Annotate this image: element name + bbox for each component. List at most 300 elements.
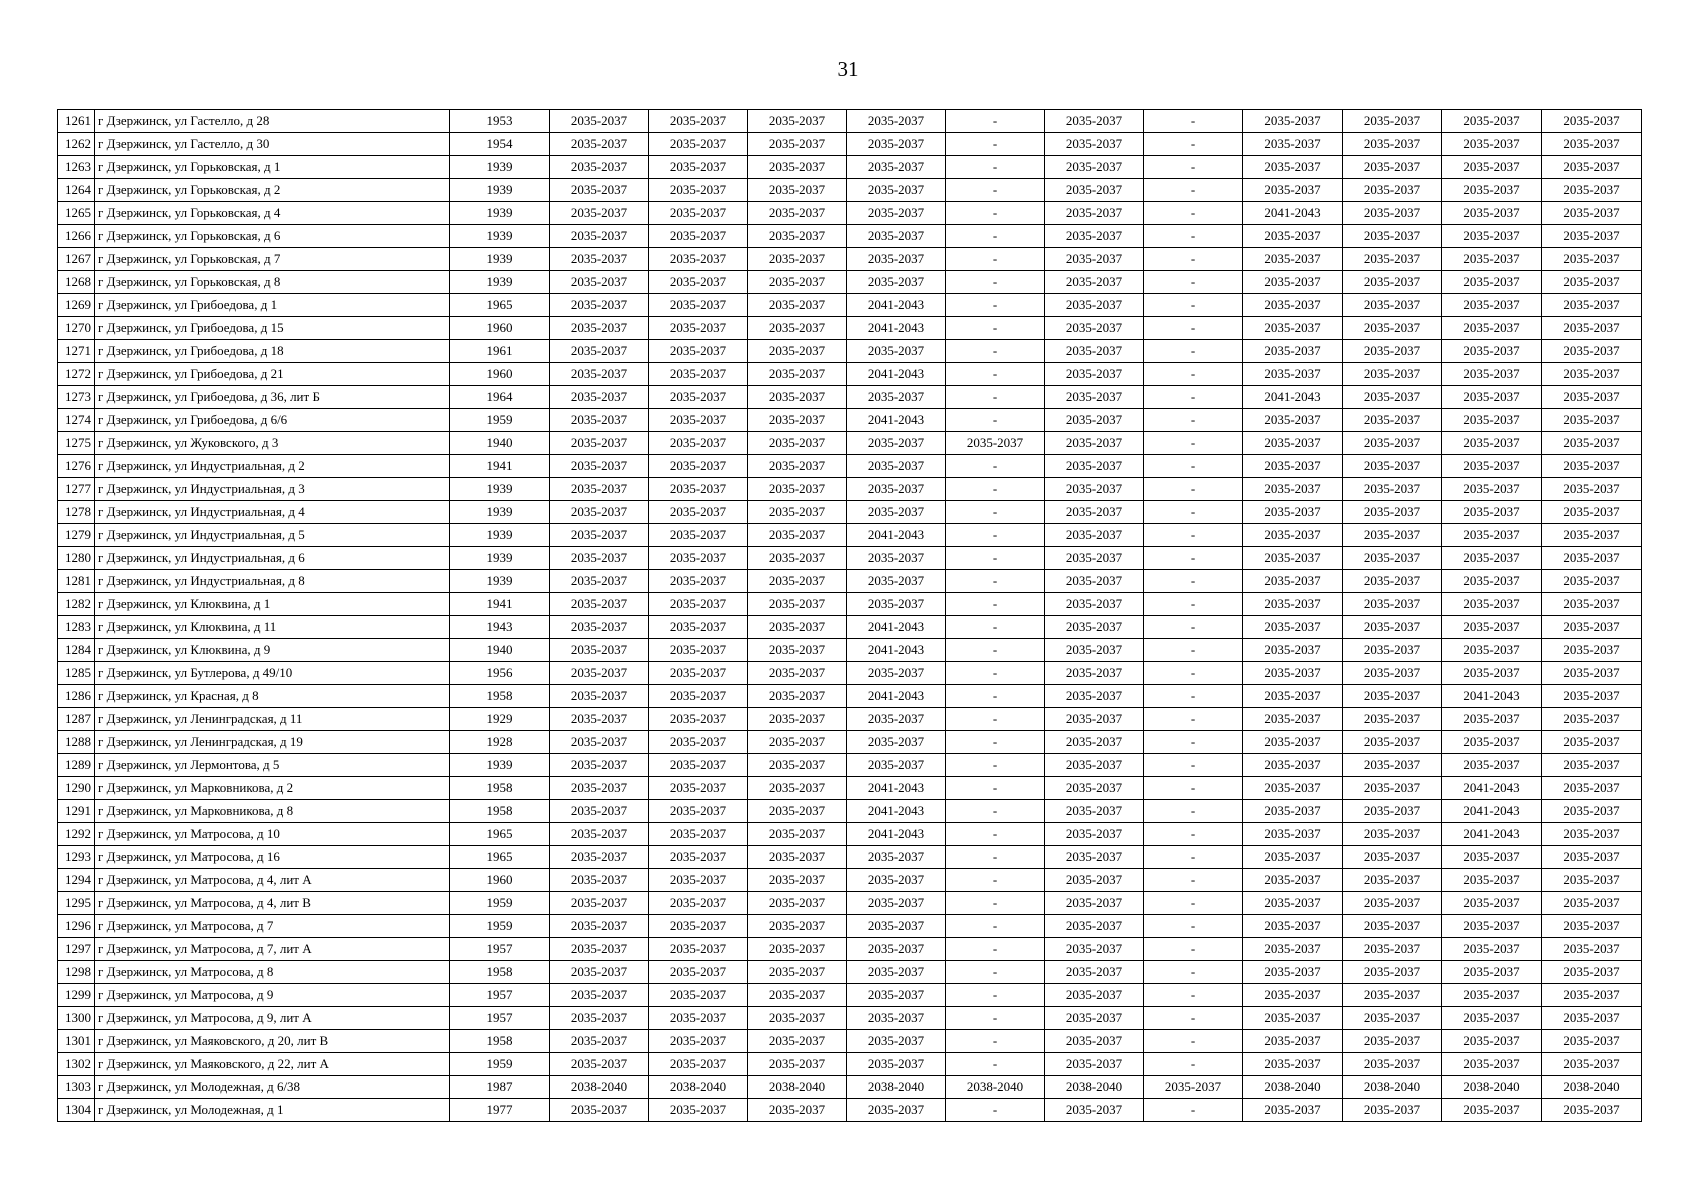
cell-period-col-11: 2035-2037	[1542, 961, 1642, 984]
cell-period-col-11: 2035-2037	[1542, 708, 1642, 731]
cell-period-col-4: 2041-2043	[847, 363, 946, 386]
cell-period-col-7: -	[1144, 800, 1243, 823]
cell-period-col-1: 2035-2037	[550, 754, 649, 777]
cell-period-col-6: 2035-2037	[1045, 570, 1144, 593]
cell-period-col-10: 2035-2037	[1442, 1030, 1542, 1053]
cell-address: г Дзержинск, ул Жуковского, д 3	[95, 432, 450, 455]
cell-period-col-1: 2035-2037	[550, 1053, 649, 1076]
cell-period-col-5: -	[946, 524, 1045, 547]
cell-period-col-3: 2035-2037	[748, 547, 847, 570]
cell-period-col-3: 2035-2037	[748, 731, 847, 754]
cell-period-col-8: 2035-2037	[1243, 432, 1343, 455]
cell-period-col-6: 2035-2037	[1045, 869, 1144, 892]
cell-period-col-11: 2035-2037	[1542, 202, 1642, 225]
cell-period-col-2: 2035-2037	[649, 593, 748, 616]
table-row	[58, 754, 1642, 777]
cell-period-col-6: 2035-2037	[1045, 731, 1144, 754]
cell-period-col-11: 2035-2037	[1542, 110, 1642, 133]
cell-period-col-11: 2035-2037	[1542, 271, 1642, 294]
table-row	[58, 363, 1642, 386]
cell-address: г Дзержинск, ул Матросова, д 7, лит А	[95, 938, 450, 961]
cell-period-col-11: 2035-2037	[1542, 179, 1642, 202]
cell-address: г Дзержинск, ул Лермонтова, д 5	[95, 754, 450, 777]
cell-period-col-2: 2035-2037	[649, 271, 748, 294]
cell-period-col-9: 2038-2040	[1343, 1076, 1442, 1099]
cell-row-number: 1261	[58, 110, 95, 133]
cell-period-col-4: 2035-2037	[847, 501, 946, 524]
cell-row-number: 1279	[58, 524, 95, 547]
page-number: 31	[837, 57, 859, 81]
cell-build-year: 1939	[450, 547, 550, 570]
table-row	[58, 271, 1642, 294]
cell-address: г Дзержинск, ул Ленинградская, д 11	[95, 708, 450, 731]
cell-period-col-10: 2035-2037	[1442, 363, 1542, 386]
cell-period-col-11: 2035-2037	[1542, 915, 1642, 938]
cell-period-col-8: 2035-2037	[1243, 800, 1343, 823]
cell-period-col-7: -	[1144, 524, 1243, 547]
cell-period-col-4: 2035-2037	[847, 662, 946, 685]
cell-period-col-9: 2035-2037	[1343, 639, 1442, 662]
cell-period-col-2: 2035-2037	[649, 938, 748, 961]
cell-period-col-6: 2038-2040	[1045, 1076, 1144, 1099]
cell-address: г Дзержинск, ул Грибоедова, д 1	[95, 294, 450, 317]
cell-period-col-10: 2035-2037	[1442, 1099, 1542, 1122]
cell-period-col-10: 2035-2037	[1442, 662, 1542, 685]
cell-period-col-6: 2035-2037	[1045, 133, 1144, 156]
table-row	[58, 869, 1642, 892]
cell-period-col-4: 2035-2037	[847, 754, 946, 777]
cell-build-year: 1987	[450, 1076, 550, 1099]
cell-row-number: 1278	[58, 501, 95, 524]
table-row	[58, 179, 1642, 202]
cell-period-col-1: 2035-2037	[550, 800, 649, 823]
cell-period-col-2: 2035-2037	[649, 225, 748, 248]
cell-row-number: 1265	[58, 202, 95, 225]
cell-period-col-4: 2035-2037	[847, 593, 946, 616]
cell-period-col-7: -	[1144, 501, 1243, 524]
cell-period-col-2: 2035-2037	[649, 1007, 748, 1030]
cell-period-col-10: 2035-2037	[1442, 570, 1542, 593]
cell-period-col-2: 2035-2037	[649, 731, 748, 754]
cell-period-col-10: 2035-2037	[1442, 869, 1542, 892]
cell-row-number: 1270	[58, 317, 95, 340]
cell-period-col-3: 2035-2037	[748, 708, 847, 731]
cell-period-col-7: -	[1144, 639, 1243, 662]
cell-period-col-3: 2035-2037	[748, 294, 847, 317]
table-row	[58, 317, 1642, 340]
cell-period-col-10: 2041-2043	[1442, 685, 1542, 708]
table-row	[58, 432, 1642, 455]
cell-period-col-4: 2041-2043	[847, 294, 946, 317]
cell-period-col-11: 2035-2037	[1542, 846, 1642, 869]
cell-period-col-8: 2035-2037	[1243, 685, 1343, 708]
cell-period-col-4: 2035-2037	[847, 869, 946, 892]
cell-period-col-11: 2035-2037	[1542, 547, 1642, 570]
cell-period-col-9: 2035-2037	[1343, 110, 1442, 133]
cell-period-col-8: 2035-2037	[1243, 731, 1343, 754]
cell-period-col-6: 2035-2037	[1045, 639, 1144, 662]
cell-period-col-4: 2035-2037	[847, 708, 946, 731]
cell-period-col-7: 2035-2037	[1144, 1076, 1243, 1099]
cell-period-col-3: 2035-2037	[748, 984, 847, 1007]
cell-period-col-10: 2035-2037	[1442, 133, 1542, 156]
cell-period-col-6: 2035-2037	[1045, 225, 1144, 248]
cell-build-year: 1959	[450, 409, 550, 432]
cell-build-year: 1958	[450, 1030, 550, 1053]
cell-period-col-8: 2035-2037	[1243, 938, 1343, 961]
cell-row-number: 1290	[58, 777, 95, 800]
cell-period-col-6: 2035-2037	[1045, 616, 1144, 639]
cell-build-year: 1965	[450, 294, 550, 317]
cell-address: г Дзержинск, ул Матросова, д 16	[95, 846, 450, 869]
cell-period-col-11: 2035-2037	[1542, 593, 1642, 616]
cell-period-col-9: 2035-2037	[1343, 892, 1442, 915]
cell-period-col-11: 2035-2037	[1542, 639, 1642, 662]
cell-address: г Дзержинск, ул Матросова, д 9, лит А	[95, 1007, 450, 1030]
cell-period-col-9: 2035-2037	[1343, 961, 1442, 984]
cell-build-year: 1960	[450, 363, 550, 386]
cell-period-col-1: 2035-2037	[550, 593, 649, 616]
cell-period-col-10: 2041-2043	[1442, 823, 1542, 846]
cell-period-col-5: -	[946, 179, 1045, 202]
cell-period-col-11: 2038-2040	[1542, 1076, 1642, 1099]
cell-period-col-8: 2038-2040	[1243, 1076, 1343, 1099]
cell-period-col-5: -	[946, 915, 1045, 938]
table-row	[58, 133, 1642, 156]
table-row	[58, 202, 1642, 225]
cell-period-col-5: -	[946, 547, 1045, 570]
cell-period-col-6: 2035-2037	[1045, 340, 1144, 363]
cell-period-col-7: -	[1144, 984, 1243, 1007]
cell-period-col-10: 2035-2037	[1442, 179, 1542, 202]
cell-period-col-5: -	[946, 823, 1045, 846]
cell-period-col-7: -	[1144, 179, 1243, 202]
cell-period-col-2: 2035-2037	[649, 179, 748, 202]
cell-period-col-1: 2035-2037	[550, 478, 649, 501]
cell-address: г Дзержинск, ул Марковникова, д 2	[95, 777, 450, 800]
cell-period-col-10: 2035-2037	[1442, 754, 1542, 777]
cell-period-col-3: 2035-2037	[748, 409, 847, 432]
cell-address: г Дзержинск, ул Грибоедова, д 18	[95, 340, 450, 363]
cell-period-col-10: 2035-2037	[1442, 961, 1542, 984]
cell-period-col-5: -	[946, 593, 1045, 616]
cell-period-col-11: 2035-2037	[1542, 501, 1642, 524]
table-row	[58, 800, 1642, 823]
cell-period-col-4: 2035-2037	[847, 731, 946, 754]
cell-period-col-6: 2035-2037	[1045, 961, 1144, 984]
cell-period-col-1: 2035-2037	[550, 892, 649, 915]
table-row	[58, 961, 1642, 984]
cell-period-col-5: -	[946, 616, 1045, 639]
cell-period-col-2: 2035-2037	[649, 248, 748, 271]
cell-address: г Дзержинск, ул Матросова, д 7	[95, 915, 450, 938]
cell-period-col-4: 2035-2037	[847, 225, 946, 248]
cell-row-number: 1263	[58, 156, 95, 179]
cell-period-col-5: -	[946, 938, 1045, 961]
cell-build-year: 1939	[450, 271, 550, 294]
cell-period-col-10: 2035-2037	[1442, 984, 1542, 1007]
cell-period-col-8: 2035-2037	[1243, 248, 1343, 271]
cell-period-col-6: 2035-2037	[1045, 800, 1144, 823]
cell-period-col-3: 2035-2037	[748, 386, 847, 409]
cell-period-col-9: 2035-2037	[1343, 685, 1442, 708]
cell-period-col-5: -	[946, 984, 1045, 1007]
table-row	[58, 846, 1642, 869]
cell-period-col-8: 2035-2037	[1243, 616, 1343, 639]
cell-period-col-4: 2041-2043	[847, 524, 946, 547]
cell-period-col-7: -	[1144, 248, 1243, 271]
cell-address: г Дзержинск, ул Горьковская, д 7	[95, 248, 450, 271]
cell-period-col-8: 2035-2037	[1243, 524, 1343, 547]
cell-address: г Дзержинск, ул Матросова, д 9	[95, 984, 450, 1007]
cell-period-col-7: -	[1144, 754, 1243, 777]
table-row	[58, 708, 1642, 731]
cell-row-number: 1296	[58, 915, 95, 938]
table-row	[58, 1099, 1642, 1122]
cell-period-col-10: 2035-2037	[1442, 455, 1542, 478]
cell-period-col-5: -	[946, 225, 1045, 248]
cell-period-col-2: 2035-2037	[649, 570, 748, 593]
cell-period-col-2: 2035-2037	[649, 869, 748, 892]
cell-address: г Дзержинск, ул Матросова, д 10	[95, 823, 450, 846]
cell-period-col-1: 2035-2037	[550, 1099, 649, 1122]
cell-period-col-9: 2035-2037	[1343, 1053, 1442, 1076]
cell-address: г Дзержинск, ул Клюквина, д 11	[95, 616, 450, 639]
cell-build-year: 1960	[450, 317, 550, 340]
cell-period-col-2: 2035-2037	[649, 800, 748, 823]
cell-period-col-1: 2035-2037	[550, 708, 649, 731]
cell-period-col-2: 2035-2037	[649, 1099, 748, 1122]
cell-period-col-2: 2035-2037	[649, 363, 748, 386]
cell-period-col-6: 2035-2037	[1045, 754, 1144, 777]
cell-period-col-10: 2035-2037	[1442, 593, 1542, 616]
cell-period-col-7: -	[1144, 708, 1243, 731]
cell-period-col-9: 2035-2037	[1343, 501, 1442, 524]
cell-period-col-6: 2035-2037	[1045, 547, 1144, 570]
cell-period-col-4: 2035-2037	[847, 179, 946, 202]
cell-row-number: 1301	[58, 1030, 95, 1053]
cell-period-col-5: -	[946, 731, 1045, 754]
cell-row-number: 1295	[58, 892, 95, 915]
cell-period-col-7: -	[1144, 1007, 1243, 1030]
cell-period-col-6: 2035-2037	[1045, 685, 1144, 708]
table-row	[58, 593, 1642, 616]
cell-period-col-6: 2035-2037	[1045, 386, 1144, 409]
cell-row-number: 1284	[58, 639, 95, 662]
cell-period-col-11: 2035-2037	[1542, 892, 1642, 915]
cell-address: г Дзержинск, ул Гастелло, д 30	[95, 133, 450, 156]
cell-period-col-8: 2035-2037	[1243, 754, 1343, 777]
cell-period-col-11: 2035-2037	[1542, 754, 1642, 777]
cell-period-col-8: 2035-2037	[1243, 133, 1343, 156]
cell-period-col-11: 2035-2037	[1542, 478, 1642, 501]
cell-period-col-6: 2035-2037	[1045, 156, 1144, 179]
cell-period-col-4: 2035-2037	[847, 984, 946, 1007]
cell-period-col-1: 2035-2037	[550, 1007, 649, 1030]
cell-period-col-2: 2035-2037	[649, 1030, 748, 1053]
cell-period-col-5: -	[946, 386, 1045, 409]
cell-period-col-6: 2035-2037	[1045, 409, 1144, 432]
cell-period-col-1: 2035-2037	[550, 340, 649, 363]
cell-period-col-1: 2035-2037	[550, 317, 649, 340]
cell-period-col-8: 2035-2037	[1243, 662, 1343, 685]
cell-period-col-3: 2035-2037	[748, 110, 847, 133]
cell-build-year: 1959	[450, 1053, 550, 1076]
cell-build-year: 1957	[450, 938, 550, 961]
cell-address: г Дзержинск, ул Горьковская, д 6	[95, 225, 450, 248]
cell-period-col-3: 2035-2037	[748, 1007, 847, 1030]
table-row	[58, 248, 1642, 271]
cell-period-col-1: 2035-2037	[550, 455, 649, 478]
cell-row-number: 1302	[58, 1053, 95, 1076]
cell-period-col-11: 2035-2037	[1542, 386, 1642, 409]
cell-period-col-11: 2035-2037	[1542, 1053, 1642, 1076]
cell-row-number: 1275	[58, 432, 95, 455]
cell-period-col-2: 2035-2037	[649, 386, 748, 409]
cell-period-col-9: 2035-2037	[1343, 823, 1442, 846]
cell-address: г Дзержинск, ул Маяковского, д 22, лит А	[95, 1053, 450, 1076]
cell-period-col-11: 2035-2037	[1542, 1030, 1642, 1053]
cell-period-col-7: -	[1144, 225, 1243, 248]
cell-period-col-2: 2035-2037	[649, 317, 748, 340]
table-row	[58, 478, 1642, 501]
cell-row-number: 1298	[58, 961, 95, 984]
cell-period-col-6: 2035-2037	[1045, 248, 1144, 271]
cell-period-col-6: 2035-2037	[1045, 777, 1144, 800]
cell-period-col-2: 2035-2037	[649, 823, 748, 846]
cell-address: г Дзержинск, ул Марковникова, д 8	[95, 800, 450, 823]
cell-period-col-6: 2035-2037	[1045, 524, 1144, 547]
cell-period-col-5: -	[946, 708, 1045, 731]
cell-period-col-3: 2035-2037	[748, 248, 847, 271]
table-row	[58, 892, 1642, 915]
cell-period-col-9: 2035-2037	[1343, 248, 1442, 271]
cell-period-col-2: 2035-2037	[649, 202, 748, 225]
cell-period-col-1: 2035-2037	[550, 685, 649, 708]
cell-period-col-3: 2035-2037	[748, 616, 847, 639]
cell-period-col-11: 2035-2037	[1542, 938, 1642, 961]
cell-period-col-1: 2038-2040	[550, 1076, 649, 1099]
cell-period-col-11: 2035-2037	[1542, 570, 1642, 593]
cell-period-col-8: 2035-2037	[1243, 156, 1343, 179]
cell-period-col-7: -	[1144, 1099, 1243, 1122]
cell-period-col-3: 2035-2037	[748, 225, 847, 248]
cell-period-col-10: 2035-2037	[1442, 616, 1542, 639]
cell-period-col-1: 2035-2037	[550, 616, 649, 639]
cell-row-number: 1281	[58, 570, 95, 593]
cell-period-col-2: 2035-2037	[649, 1053, 748, 1076]
cell-build-year: 1939	[450, 202, 550, 225]
cell-address: г Дзержинск, ул Молодежная, д 1	[95, 1099, 450, 1122]
cell-period-col-11: 2035-2037	[1542, 869, 1642, 892]
cell-period-col-7: -	[1144, 478, 1243, 501]
table-row	[58, 1030, 1642, 1053]
cell-period-col-1: 2035-2037	[550, 501, 649, 524]
cell-period-col-11: 2035-2037	[1542, 133, 1642, 156]
cell-period-col-6: 2035-2037	[1045, 501, 1144, 524]
cell-period-col-7: -	[1144, 271, 1243, 294]
cell-period-col-7: -	[1144, 363, 1243, 386]
cell-period-col-4: 2035-2037	[847, 1053, 946, 1076]
cell-period-col-4: 2041-2043	[847, 777, 946, 800]
cell-period-col-11: 2035-2037	[1542, 317, 1642, 340]
cell-period-col-6: 2035-2037	[1045, 892, 1144, 915]
cell-build-year: 1940	[450, 639, 550, 662]
table-row	[58, 294, 1642, 317]
cell-period-col-1: 2035-2037	[550, 639, 649, 662]
table-row	[58, 938, 1642, 961]
table-row	[58, 915, 1642, 938]
cell-period-col-3: 2035-2037	[748, 915, 847, 938]
cell-period-col-1: 2035-2037	[550, 133, 649, 156]
cell-address: г Дзержинск, ул Индустриальная, д 2	[95, 455, 450, 478]
cell-period-col-2: 2035-2037	[649, 662, 748, 685]
cell-build-year: 1965	[450, 846, 550, 869]
cell-period-col-9: 2035-2037	[1343, 1030, 1442, 1053]
cell-build-year: 1958	[450, 800, 550, 823]
cell-period-col-5: -	[946, 248, 1045, 271]
cell-period-col-7: -	[1144, 409, 1243, 432]
cell-period-col-1: 2035-2037	[550, 938, 649, 961]
cell-period-col-8: 2041-2043	[1243, 202, 1343, 225]
cell-address: г Дзержинск, ул Бутлерова, д 49/10	[95, 662, 450, 685]
cell-period-col-9: 2035-2037	[1343, 340, 1442, 363]
cell-period-col-11: 2035-2037	[1542, 984, 1642, 1007]
cell-period-col-1: 2035-2037	[550, 823, 649, 846]
cell-row-number: 1267	[58, 248, 95, 271]
cell-period-col-1: 2035-2037	[550, 294, 649, 317]
cell-period-col-7: -	[1144, 731, 1243, 754]
cell-period-col-3: 2035-2037	[748, 133, 847, 156]
cell-period-col-2: 2035-2037	[649, 409, 748, 432]
cell-period-col-7: -	[1144, 294, 1243, 317]
cell-period-col-3: 2035-2037	[748, 1099, 847, 1122]
cell-period-col-11: 2035-2037	[1542, 685, 1642, 708]
cell-period-col-10: 2035-2037	[1442, 248, 1542, 271]
cell-period-col-11: 2035-2037	[1542, 662, 1642, 685]
cell-period-col-10: 2035-2037	[1442, 202, 1542, 225]
cell-period-col-9: 2035-2037	[1343, 869, 1442, 892]
cell-period-col-11: 2035-2037	[1542, 800, 1642, 823]
cell-period-col-1: 2035-2037	[550, 432, 649, 455]
cell-period-col-7: -	[1144, 938, 1243, 961]
cell-period-col-10: 2038-2040	[1442, 1076, 1542, 1099]
cell-row-number: 1299	[58, 984, 95, 1007]
cell-period-col-5: -	[946, 869, 1045, 892]
cell-period-col-7: -	[1144, 133, 1243, 156]
cell-address: г Дзержинск, ул Грибоедова, д 21	[95, 363, 450, 386]
cell-build-year: 1941	[450, 593, 550, 616]
cell-period-col-8: 2035-2037	[1243, 501, 1343, 524]
cell-period-col-9: 2035-2037	[1343, 938, 1442, 961]
cell-period-col-8: 2035-2037	[1243, 915, 1343, 938]
cell-build-year: 1941	[450, 455, 550, 478]
cell-period-col-10: 2035-2037	[1442, 156, 1542, 179]
cell-period-col-7: -	[1144, 616, 1243, 639]
cell-address: г Дзержинск, ул Грибоедова, д 15	[95, 317, 450, 340]
cell-period-col-5: -	[946, 1007, 1045, 1030]
cell-period-col-5: -	[946, 202, 1045, 225]
cell-period-col-5: 2035-2037	[946, 432, 1045, 455]
cell-period-col-9: 2035-2037	[1343, 731, 1442, 754]
cell-period-col-3: 2035-2037	[748, 800, 847, 823]
table-row	[58, 731, 1642, 754]
cell-period-col-3: 2035-2037	[748, 823, 847, 846]
cell-period-col-3: 2035-2037	[748, 754, 847, 777]
cell-period-col-9: 2035-2037	[1343, 570, 1442, 593]
cell-period-col-3: 2035-2037	[748, 593, 847, 616]
cell-build-year: 1957	[450, 984, 550, 1007]
